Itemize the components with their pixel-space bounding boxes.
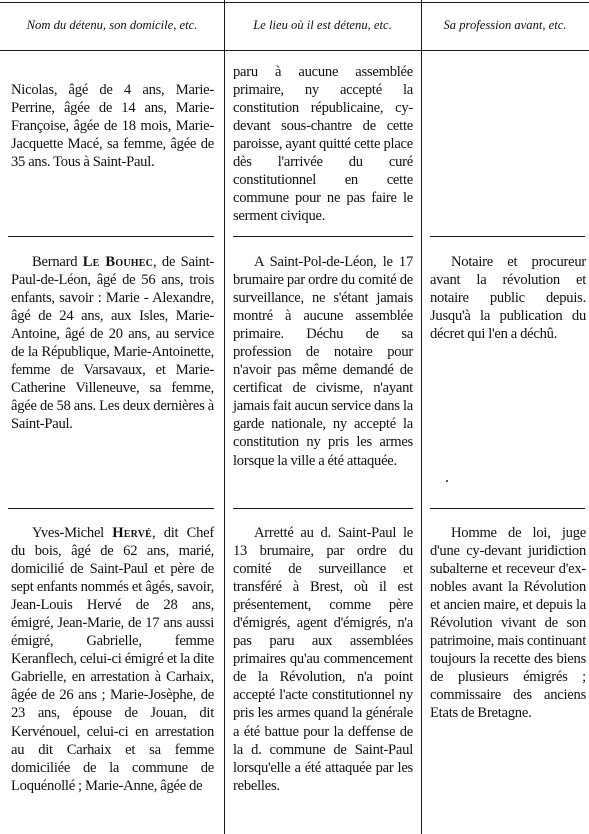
entry-3-surname: Hervé [112, 525, 153, 541]
entry-1-detainee: Nicolas, âgé de 4 ans, Marie-Perrine, âgée de 14 ans, Marie-Françoise, âgée de 18 mois, Marie-Jacquette Macé, sa femme, âgée de 35 ans. Tous à Saint-Paul. [11, 82, 214, 171]
entry-3-given-name: Yves-Michel [32, 525, 113, 541]
entry-2-rule-col2 [233, 508, 413, 509]
entry-3-profession: Homme de loi, juge d'une cy-devant juridiction subalterne et receveur d'ex-nobles avant la Révolution et ancien maire, et depuis la Révolution vivant de son patrimoine, mais continuant toujours la recette des biens de plusieurs émigrés ; commissaire des anciens Etats de Bretagne. [430, 525, 586, 722]
header-col3: Sa profession avant, etc. [443, 18, 567, 32]
entry-1-detention: paru à aucune assemblée primaire, ny accepté la constitution républicaine, cy-devant sous-chantre de cette paroisse, ayant quitté cette place dès l'arrivée du curé constitutionnel en cette commune pour ne pas faire le serment civique. [233, 64, 413, 225]
entry-3-detainee-details: , dit Chef du bois, âgé de 62 ans, marié, domicilié de Saint-Paul et père de sept enfants nommés et âgés, savoir, Jean-Louis Hervé de 28 ans, émigré, Jean-Marie, de 17 ans aussi émigré, Gabrielle, femme Keranflech, celui-ci émigré et la dite Gabrielle, en arrestation à Carhaix, âgée de 26 ans ; Marie-Josèphe, de 23 ans, épouse de Jouan, dit Kervénouel, celui-ci en arrestation au dit Carhaix et sa femme domiciliée de la commune de Loquénollé ; Marie-Anne, âgée de [11, 525, 214, 794]
entry-2-profession: Notaire et procureur avant la révolution et notaire public depuis. Jusqu'à la publication du décret qui l'en a déchû. [430, 254, 586, 343]
entry-3-detention: Arretté au d. Saint-Paul le 13 brumaire, par ordre du comité de surveillance et transféré à Brest, où il est présentement, comme père d'émigrés, agent d'émigrés, n'a pas paru aux assemblées primaires qu'au commencement de la Révolution, n'a point accepté l'acte constitutionnel ny pris les armes quand la générale a été battue pour la deffense de la d. commune de Saint-Paul lorsqu'elle a été attaquée par les rebelles. [233, 525, 413, 794]
header-bottom-rule [0, 50, 589, 51]
ink-dot [446, 480, 448, 482]
entry-1-rule-col1 [8, 236, 214, 237]
entry-2-given-name: Bernard [32, 254, 83, 270]
table-top-rule [0, 2, 589, 3]
header-col1: Nom du détenu, son domicile, etc. [26, 18, 198, 32]
entry-2-rule-col1 [8, 508, 214, 509]
column-divider-1 [224, 0, 225, 834]
header-col2: Le lieu où il est détenu, etc. [253, 18, 392, 32]
entry-2-detention: A Saint-Pol-de-Léon, le 17 brumaire par ordre du comité de surveillance, ne s'étant jamais montré à aucune assemblée primaire. Déchu de sa profession de notaire pour n'avoir pas même demandé de certificat de civisme, n'ayant jamais fait aucun service dans la garde nationale, ny accepté la constitution ny pris les armes lorsque la ville a été attaquée. [233, 254, 413, 469]
entry-2-rule-col3 [430, 508, 585, 509]
entry-1-rule-col3 [430, 236, 585, 237]
entry-2-surname: Le Bouhec [82, 254, 154, 270]
entry-3-detainee [11, 524, 214, 795]
entry-2-detainee-details: , de Saint-Paul-de-Léon, âgé de 56 ans, trois enfants, savoir : Marie - Alexandre, âgé de 24 ans, aux Isles, Marie-Antoine, âgé de 20 ans, au service de la République, Marie-Antoinette, femme de Varsavaux, et Marie-Catherine Villeneuve, sa femme, âgée de 58 ans. Les deux dernières à Saint-Paul. [11, 254, 214, 433]
column-divider-2 [421, 0, 422, 834]
entry-1-rule-col2 [233, 236, 413, 237]
entry-2-detainee [11, 253, 214, 433]
